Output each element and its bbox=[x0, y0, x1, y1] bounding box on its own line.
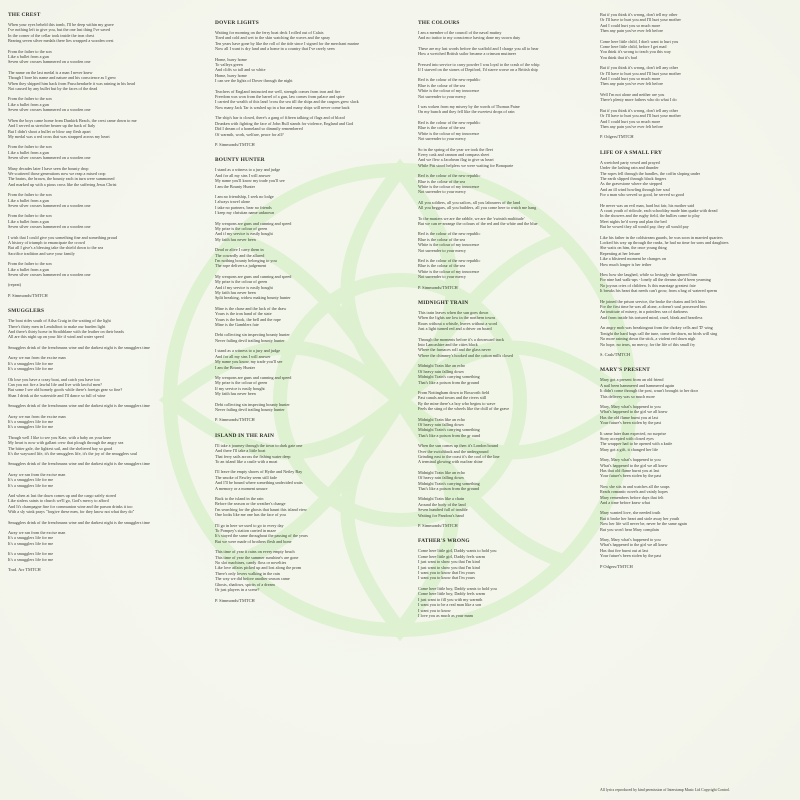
lyric-stanza: To the masters we are the rabble, we are the 'swinish multitude' But we can re-arrange the colours of the red and the white and the blue bbox=[418, 215, 538, 226]
song-block bbox=[418, 300, 598, 528]
lyric-stanza: Many decades later I have seen the bounty drop We scattered those generations now we reap a mixed crop The brains, the brawn, the bounty each in turn were summoned And marked up with a pious cross like the suffering Jesus Christ bbox=[8, 165, 117, 187]
lyric-stanza: It's a smugglers life for me It's a smugglers life for me bbox=[8, 551, 54, 562]
lyric-stanza: I'll take a journey through the town to dark gate one And there I'll take a little boat That ferry sails across the fishing water deep To an island like a castle with a moat bbox=[215, 442, 303, 464]
lyric-stanza: Midnight Train like a chain Around the body of the land Seven hundred full of trouble Waiting for Pandora's hand bbox=[418, 496, 468, 518]
lyric-stanza: Dead or alive I carry them in The cowardly and the allured I'm nothing bounty belonging to you The rope delivers a judgement bbox=[215, 247, 277, 269]
lyric-stanza: Away we run from the excise man It's a smugglers life for me It's a smugglers life for me bbox=[8, 355, 66, 372]
lyric-stanza: Mary wanted love, she needed truth But it broke her heart and stole away her youth Now her life will never be, never be the same again But you won't hear Mary complain bbox=[600, 510, 687, 532]
lyric-stanza: Mine is the chase and the luck of the draw Yours is the iron hand of the state Yours is the book, the bell and the rope Mine is the Gamblers fate bbox=[215, 305, 287, 328]
lyric-stanza: Red is the colour of the new republic Blue is the colour of the sea White is the colour of my innocence Not surrender to your mercy bbox=[418, 119, 481, 142]
song-credit: P Odgers/TMTCH bbox=[600, 563, 633, 569]
lyric-stanza: Red is the colour of the new republic Blue is the colour of the sea White is the colour of my innocence Not surrender to your mercy bbox=[418, 77, 481, 99]
song-credit: S. Cash/TMTCH bbox=[600, 351, 631, 357]
lyric-stanza: Away we ran from the excise man It's a smugglers life for me It's a smugglers life for me bbox=[8, 471, 66, 488]
song-block bbox=[418, 20, 598, 290]
lyric-stanza: Smugglers drink of the frenchmans wine and the darkest night is the smugglers time bbox=[8, 519, 150, 525]
lyric-stanza: The name on the last medal is a man I never knew Though I bore his name and nature and his conscience as I grew When they shipped him back from Passchendaele it was raining in his head Not caused by any bullet but by the faces of the dead bbox=[8, 69, 136, 92]
lyric-stanza: Mary, Mary what's happened to you What's happened to the girl we all knew Has that fire burnt out at last Your future's been stolen by the past bbox=[600, 537, 668, 559]
lyric-stanza: All you soldiers, all you sailors, all you labourers of the land All you beggars, all you builders, all you come here to watch me hang bbox=[418, 199, 537, 211]
lyric-stanza: Mary, Mary what's happened to you What's happened to the girl we all knew Has the old flame burnt you at last Your future's been stolen by the past bbox=[600, 403, 668, 426]
lyric-stanza: From Nottingham down to Bosworth field Past canals and towns and the rivers still By the mine there's a boy who begins to wave Feels the sting of the wheels like the chill of the grave bbox=[418, 389, 510, 412]
lyric-stanza: My weapons are guns and cunning and speed My prize is the colour of green If my service is easily bought My faith has never been bbox=[215, 374, 292, 397]
song-block bbox=[600, 367, 788, 569]
lyrics-column-2 bbox=[215, 12, 395, 613]
song-block bbox=[600, 150, 788, 358]
lyric-stanza: So in the spring of the year we took the fleet Every cask and cannon and compass sheet And we flew a Jacobean flag to give us heart While Pitt stood helpless we were waiting for Bonaparte bbox=[418, 146, 514, 168]
lyric-stanza: Pressed into service to carry powder I was loyal to the crash of the whip If I starved on the stones of Deptford, I'd starve worse on a British ship bbox=[418, 61, 540, 73]
lyric-stanza: Come here little boy, Daddy wants to hold you Come here little boy, Daddy feels warm I just want to fill you with my warmth I want you to be a real man like a son I want you to know I love you as much as your mam bbox=[418, 585, 497, 618]
lyric-stanza: Mary got a present from an old friend A nail been hammered and hammered again It didn't come through the post, wasn't brought to her door This delivery was so much more bbox=[600, 377, 699, 399]
lyric-stanza: The boat rides south of Ailsa Craig in the waiting of the light There's thirty men in Lendalfoot to make our burden light And there's thirty horse in Strathblane with the leather on their heads All are this night up on your life if wind and water speed bbox=[8, 318, 125, 340]
lyric-stanza: The ship's bar is closed, there's a gang of fifteen talking of flags and of blood Drunken with fighting the face of John Bull stands for violence, England and God Did I dream of a homeland so dimmily remembered Of warmth, work, welfare, peace for all? bbox=[215, 115, 354, 137]
lyric-stanza: When the sun comes up then it's London bound Over the switchback and the underground Grinding east to the coast it's the cool of the line A terminal glowing with nuclear shine bbox=[418, 443, 500, 465]
lyric-stanza: Home, hurry home To valleys green And cliffs so tall and so white Home, hurry home I can see the lights of Dover through the night bbox=[215, 56, 293, 84]
lyric-stanza: But if you think it's wrong, don't tell any other Or I'll have to hurt you and I'll hurt your mother And I could hurt you so much more Then any pain you've ever felt before bbox=[600, 107, 681, 129]
song-credit: P. Simmonds/TMTCH bbox=[8, 292, 48, 298]
song-title: DOVER LIGHTS bbox=[215, 20, 259, 26]
lyric-stanza: From the father to the son Like a bullet from a gun Seven silver crosses hammered on a wooden one bbox=[8, 261, 91, 278]
song-block bbox=[215, 157, 395, 422]
lyric-stanza: Midnight Train like an echo Of heavy rain falling down Midnight Train's carrying something That's like a poison from the ground bbox=[418, 363, 480, 385]
lyrics-column-4 bbox=[600, 12, 788, 579]
lyric-stanza: Debt collecting sin inspecting bounty hunter Never failing devil trailing bounty hunter bbox=[215, 332, 290, 343]
lyric-stanza: I am a member of the council of the naval mutiny And no traitor to my conscience having done my sworn duty bbox=[418, 30, 521, 41]
lyric-stanza: Like his father in the coldstream guards, he was soon in married quarters Locked his way up through the ranks, he had no time for sons and daughters She waits on him, the once young thing Repenting at her leisure Like a blistered moment he changes on How much longer is her tether bbox=[600, 234, 729, 267]
lyric-stanza: Well I'm not alone and neither are you There's plenty more fathers who do what I do bbox=[600, 91, 677, 103]
lyric-stanza: These are my last words before the scaffold and I charge you all to hear How a wretched British sailor became a crimson mutineer bbox=[418, 45, 539, 57]
lyric-stanza: This time of year it rains on every empty beach This time of year the summer sunshine's are gone No slot machines, candy floss or novelties Like love affairs picked up and lost along the prom There's only lovers walking in the rain The way we did before another season came Ghosts, shadows, spirits of a dream Or just players in a scene? bbox=[215, 549, 302, 593]
song-credit: Trad. Arr TMTCH bbox=[8, 567, 41, 573]
lyric-stanza: Red is the colour of the new republic Blue is the colour of the sea White is the colour of my innocence Not surrender to your mercy bbox=[418, 231, 481, 253]
lyric-stanza: From the father to the son Like a bullet from a gun Seven silver crosses hammered on a wooden one bbox=[8, 144, 91, 161]
song-credit: P. Simmonds/TMTCH bbox=[418, 523, 458, 529]
lyric-stanza: Come here little child, I don't want to hurt you Come here little child, before I get mad You think it's wrong to teach you this way You think that it's bad bbox=[600, 38, 679, 60]
song-title: MARY'S PRESENT bbox=[600, 367, 651, 374]
lyric-stanza: It came later than expected, no surprise Story accepted with closed eyes The wrapper had to be opened with a knife Mary got a gift, it changed her life bbox=[600, 430, 673, 452]
lyrics-column-3 bbox=[418, 12, 598, 623]
song-block bbox=[8, 308, 190, 572]
song-title: ISLAND IN THE RAIN bbox=[215, 432, 275, 439]
lyric-stanza: I stand as a witness to a jury and judge And for all my sins I will answer My name you know, my trade you'll see I am the Bounty Hunter bbox=[215, 348, 283, 370]
lyric-stanza: But if you think it's wrong, don't tell any other Or I'll have to hurt you and I'll hurt your mother And I could hurt you so much more Then any pain you've ever felt before bbox=[600, 65, 681, 87]
lyric-stanza: When the boys came home from Dunkirk Beach, the crest came down to me And I served as stretcher bearer up the back of Italy But I didn't shoot a bullet or blow any flesh apart My medal was a red cross that was strapped across my heart bbox=[8, 117, 137, 139]
lyric-stanza: Midnight Train like an echo Of heavy rain falling down Midnight Train's carrying something That's like a poison from the ground bbox=[418, 469, 480, 491]
lyric-stanza: How how she laughed, while so lovingly she ignored him For nine bad walk-ups - lonely all the dreams she'd been yearning No joyous cries of children. Is this marriage greatest fate It breaks his heart that needs can't grow, from a bag of watered sperm bbox=[600, 272, 717, 294]
copyright-footer: All lyrics reproduced by kind permission of Interstamp Music Ltd Copyright Control. bbox=[600, 788, 731, 792]
lyric-stanza: My weapons are guns and cunning and speed My prize is the colour of green And if my service is easily bought My faith has never been Split breaking, widow making bounty hunter bbox=[215, 273, 292, 301]
lyric-stanza: Through the moments before it's a downward track Into Lancashire and the cities black Where the furnaces roll and the glass never Where the chimney's hooked and the cotton mills closed bbox=[418, 336, 514, 358]
song-title: FATHER'S WRONG bbox=[418, 538, 470, 545]
song-block bbox=[215, 433, 395, 603]
lyric-stanza: Red is the colour of the new republic Blue is the colour of the sea White is the colour of my innocence Not surrender to your mercy bbox=[418, 173, 481, 195]
lyric-stanza: Away we run from the excise man It's a smugglers life for me It's a smugglers life for me bbox=[8, 413, 66, 430]
lyric-stanza: (repeat) bbox=[8, 282, 22, 288]
song-block bbox=[600, 12, 788, 140]
lyric-stanza: Now she sits in and watches all the soaps Reads romantic novels and vainly hopes Mary remembers before days that felt And a time before knew what bbox=[600, 483, 670, 506]
song-title: LIFE OF A SMALL FRY bbox=[600, 149, 663, 156]
lyric-stanza: I am no friendship, I seek no lodge I always travel alone I take no partners, bear no friends I keep my christian name unknown bbox=[215, 193, 275, 216]
song-block bbox=[418, 538, 598, 618]
song-title: BOUNTY HUNTER bbox=[215, 157, 265, 164]
lyric-stanza: Smugglers drink of the frenchmans wine and the darkest night is the smugglers time bbox=[8, 403, 150, 409]
lyric-stanza: He never was an evil man, hard but fair, his mother said A coast youth of ridicule, each schoolday made him quake with dread In the showers and the rugby field, the bullies came to play Meet nights he'd weep and plan the bed But he vowed they all would pay, they all would pay bbox=[600, 202, 718, 230]
song-block bbox=[8, 12, 190, 298]
lyric-stanza: But if you think it's wrong, don't tell my other Or I'll have to hurt you and I'll hurt your mother And I could hurt you so much more Then any pain you've ever felt before bbox=[600, 12, 681, 34]
song-block bbox=[215, 20, 395, 147]
song-title: THE COLOURS bbox=[418, 20, 460, 26]
lyric-stanza: Smugglers drink of the frenchmans wine and the darkest night is the smugglers time bbox=[8, 461, 150, 467]
song-title: MIDNIGHT TRAIN bbox=[418, 300, 469, 307]
lyric-stanza: Though well I like to see you Kate, with a baby on your knee My heart is now with gallant crew that plough through the angry sea The bitter gale, the lightest sail, and the sheltered bay so good It's the wayward life, it's the smugglers life, it's the joy of the smugglers soul bbox=[8, 434, 138, 456]
lyric-stanza: My weapons are guns and cunning and speed My prize is the colour of green And if my service is easily bought My faith has never been bbox=[215, 220, 292, 242]
lyric-stanza: Waiting for morning on the ferry boat deck I rolled out of Calais Tired and cold and wet to the skin watching the waves and the spray Ten years have gone by like the roll of the tide since I signed for the merchant marine Now all I want is dry land and a home in a country that I've rarely seen bbox=[215, 30, 360, 52]
song-credit: P. Simmonds/TMTCH bbox=[215, 417, 255, 423]
lyric-stanza: Oh lose you have a crazy boat, and catch you have too Can you not fire a lawful life and live with lawful men? But some I see old homely goods while there's foreign gear so fine? Shan I drink at the waterside and I'll dance so full of wine bbox=[8, 376, 123, 398]
lyric-stanza: He joined the prison service, the broke the chains and left him For the first time he was all alone, a doesn't soul possessed him An institute of misery, in a pointless sea of darkness And from inside his tortured mind, cruel, bleak and heartless bbox=[600, 298, 707, 320]
song-credit: P. Odgers/TMTCH bbox=[600, 134, 634, 140]
lyric-stanza: I'll leave the empty shores of Hythe and Netley Bay The smoke of Fawley seem still fade And I'll be bound where something undecided waits A memory or a moment unsure bbox=[215, 469, 303, 491]
lyric-stanza: Smugglers drink of the frenchmans wine and the darkest night is the smugglers time bbox=[8, 344, 150, 350]
lyric-stanza: From the father to the son Like a bullet from a gun Seven silver crosses hammered on a wooden one bbox=[8, 213, 91, 230]
lyric-stanza: Away we ran from the excise man It's a smugglers life for me It's a smugglers life for me bbox=[8, 530, 66, 546]
lyric-stanza: From the father to the son Like a bullet from a gun Seven silver crosses hammered on a wooden one bbox=[8, 192, 91, 208]
lyric-stanza: Teachers of England instructed me well, strength comes from iron and fire Freedom was won from the barrel of a gun, law comes from palace and spire I carried the wealth of this land 'cross the sea till the ships and the cargoes grew slack Now many Jack Tar is washed up in a bar and many ships will never come back bbox=[215, 88, 359, 110]
lyric-stanza: I stand as a witness to a jury and judge And for all my sins I will answer My name you'll know my trade you'll see I am the Bounty Hunter bbox=[215, 167, 285, 189]
song-title: THE CREST bbox=[8, 12, 41, 18]
lyric-stanza: Mary, Mary what's happened to you What's happened to the girl we all knew Has that old flame burnt you at last Your future's been stolen by the past bbox=[600, 457, 668, 479]
lyrics-column-1 bbox=[8, 12, 190, 582]
lyric-stanza: I'll go in here we used to go to every day To Pompey's station carried in maze It's stayed the same throughout the passing of the years But we were made of brothers flesh and bone bbox=[215, 522, 308, 544]
lyric-stanza: Debt collecting sin inspecting bounty hunter Never failing devil trailing bounty hunter bbox=[215, 401, 290, 412]
lyric-stanza: Back to the island in the rain Before the season or the weather's change I'm searching for the ghosts that haunt this island view One looks like me one has the face of you bbox=[215, 496, 307, 518]
lyric-stanza: I was woken from my misery by the words of Thomas Paine On my bunch and they fell like the sweetest drops of rain bbox=[418, 104, 520, 115]
lyric-stanza: Midnight Train like an echo Of heavy rain falling down Midnight Train's carrying something That's like a poison from the gr ound bbox=[418, 416, 481, 438]
lyric-stanza: And when at last the dawn comes up and the cargo safely stored Like sinless saints to church we'll go, God's mercy to afford And It's champagne fine for communion wine and the parson drinks it too With a sly wink prays "forgive these men, for they know not what they do" bbox=[8, 493, 135, 515]
song-credit: P. Simmonds/TMTCH bbox=[418, 284, 458, 290]
song-credit: P. Simmonds/TMTCH bbox=[215, 597, 255, 603]
lyric-stanza: I wish that I could give you something fine and something proud A history of triumph to emancipate the crowd But all I give's a blessing take the shield down to the sea Sacrifice tradition and save your family bbox=[8, 234, 118, 256]
lyric-stanza: From the father to the son Like a bullet from a gun Seven silver crosses hammered on a wooden one bbox=[8, 96, 91, 113]
lyric-stanza: This train leaves when the sun goes down When the lights are low in the northern towns Roars without a whistle, leaves without a word Just a light turned red and a driver on board bbox=[418, 310, 498, 332]
lyric-stanza: From the father to the son Like a bullet from a gun Seven silver crosses hammered on a wooden one bbox=[8, 48, 91, 65]
lyric-stanza: An angry mob was breakingout from the chokey cells and 'D' wing Tonight the hard bags call the tune, come the dawn, no birds will sing No more raining down the stick, a violent red dawn nigh No hope, no tears, no mercy, for the life of this small fry bbox=[600, 325, 718, 347]
song-title: SMUGGLERS bbox=[8, 308, 45, 315]
lyric-stanza: Come here little girl, Daddy wants to hold you Come here little girl, Daddy feels warm I just want to show you that I'm kind I just want to show you that I'm kind I want you to know that I'm yours I want you to know that I'm yours bbox=[418, 548, 497, 581]
lyric-stanza: When your eyes beheld this tomb, I'll be deep within my grave I've nothing left to give you, but the one last thing I've saved In the corner of the cellar took inside the iron chest Bearing seven silver medals there lies wrapped a wooden crest bbox=[8, 22, 114, 44]
lyric-stanza: A wretched party vexed and prayed Under the lashing rain and thunder The ropes fell through the handles, the coffin sloping under The earth slipped through black fingers As the gravestone where she stepped And an ill wind howling through her soul For a man who served so good, he served so good bbox=[600, 159, 701, 198]
song-credit: P. Simmonds/TMTCH bbox=[215, 141, 255, 147]
lyric-stanza: Red is the colour of the new republic Blue is the colour of the sea White is the colour of my innocence Not surrender to your mercy bbox=[418, 258, 481, 280]
